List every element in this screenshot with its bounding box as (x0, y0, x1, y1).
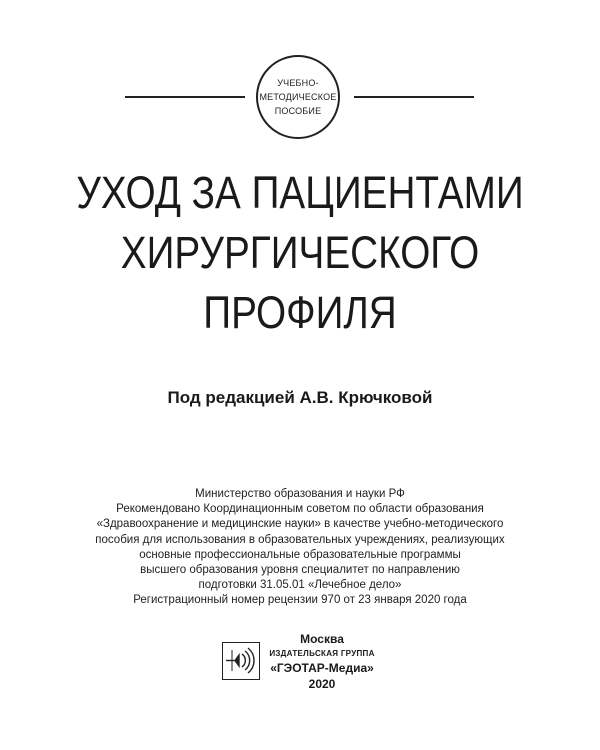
editor-credit: Под редакцией А.В. Крючковой (167, 388, 433, 407)
publication-year: 2020 (308, 677, 336, 691)
publisher-text (262, 632, 382, 692)
approval-line: подготовки 31.05.01 «Лечебное дело» (198, 579, 402, 592)
approval-line: высшего образования уровня специалитет по направлению (140, 564, 460, 577)
book-title-line-1: УХОД ЗА ПАЦИЕНТАМИ (76, 167, 524, 218)
approval-line: «Здравоохранение и медицинские науки» в качестве учебно-методического (96, 518, 504, 531)
book-title (42, 163, 558, 343)
badge-line-3: ПОСОБИЕ (274, 106, 322, 116)
book-title-line-2: ХИРУРГИЧЕСКОГО (120, 227, 480, 278)
approval-line: Министерство образования и науки РФ (195, 488, 405, 500)
approval-line: Регистрационный номер рецензии 970 от 23 января 2020 года (133, 594, 467, 607)
publisher-name: «ГЭОТАР-Медиа» (270, 661, 374, 675)
approval-statement (0, 487, 600, 609)
publication-type-badge (256, 55, 340, 139)
badge-line-2: МЕТОДИЧЕСКОЕ (259, 92, 337, 102)
publisher-group: ИЗДАТЕЛЬСКАЯ ГРУППА (269, 649, 375, 658)
geotar-logo-icon (222, 642, 260, 680)
badge-divider-left (125, 96, 245, 98)
publisher-block (222, 632, 382, 696)
publisher-city: Москва (300, 632, 344, 646)
approval-line: пособия для использования в образовательных учреждениях, реализующих (95, 533, 505, 546)
badge-divider-right (354, 96, 474, 98)
approval-line: Рекомендовано Координационным советом по области образования (116, 503, 484, 516)
approval-line: основные профессиональные образовательные программы (139, 548, 461, 561)
badge-line-1: УЧЕБНО- (277, 78, 319, 88)
book-title-line-3: ПРОФИЛЯ (203, 287, 397, 338)
